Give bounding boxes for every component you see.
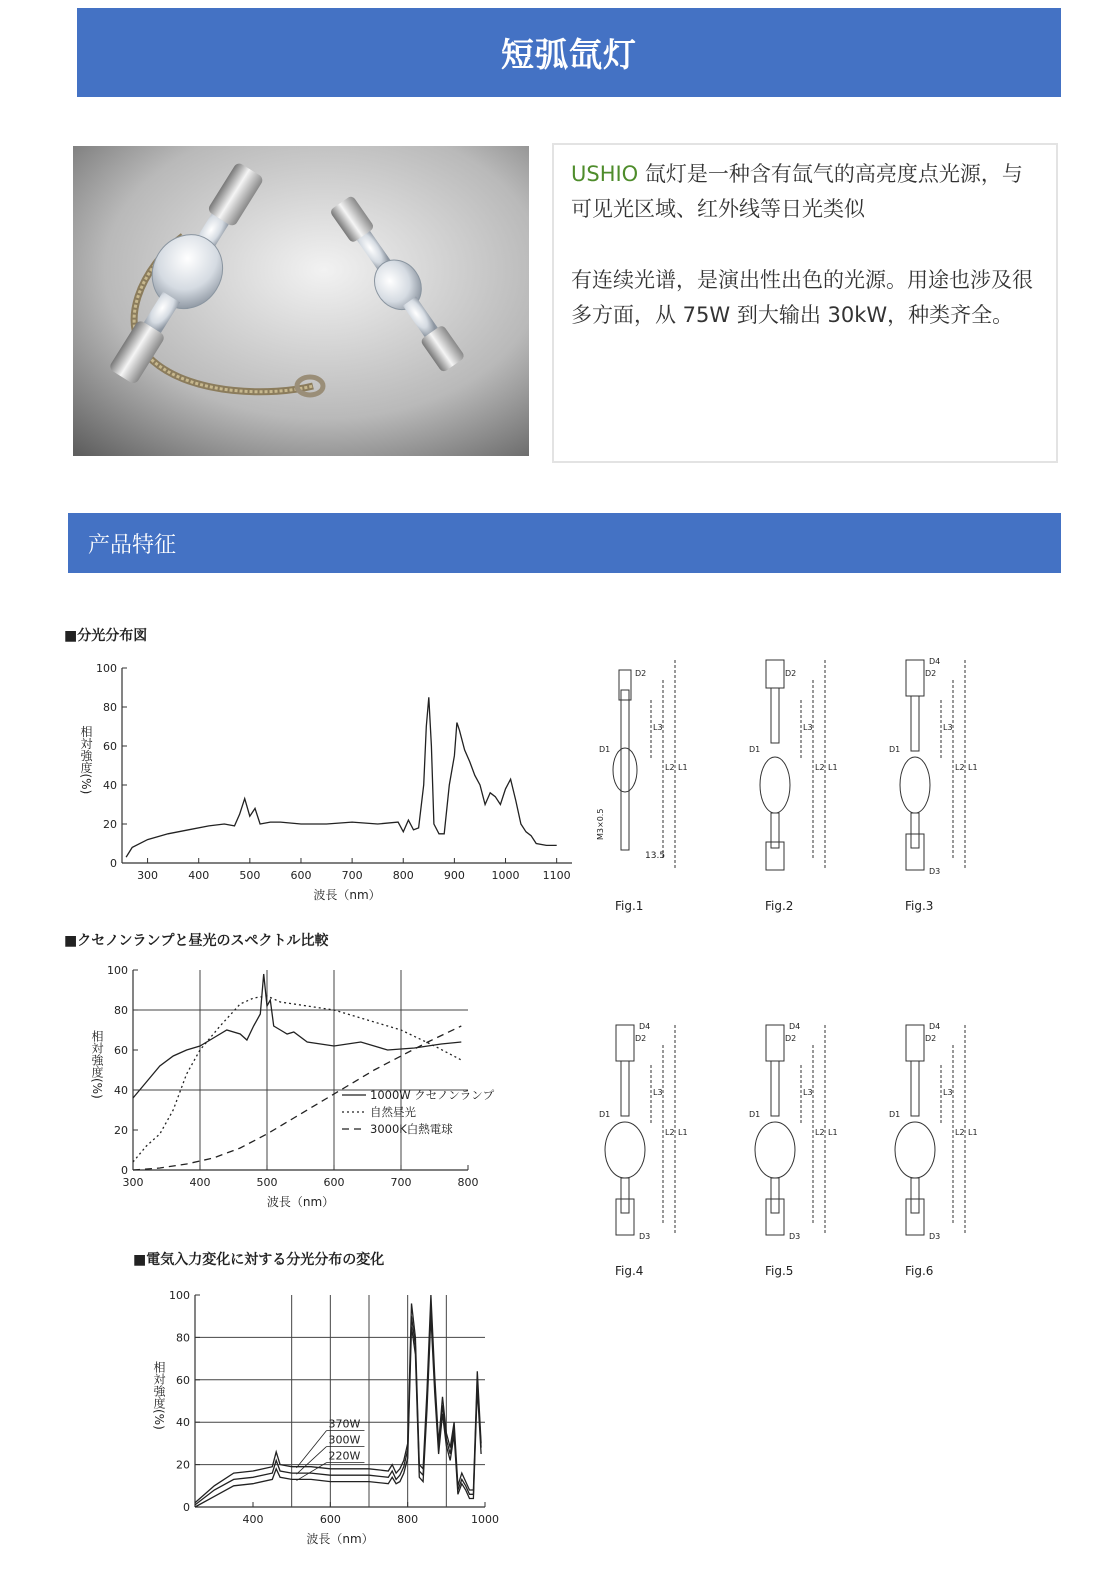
dim-label-l1: L1 bbox=[678, 1128, 688, 1137]
y-tick-label: 40 bbox=[114, 1084, 128, 1097]
legend-label-3: 3000K白熱電球 bbox=[370, 1122, 453, 1136]
lamp-bottom-cap bbox=[616, 1199, 634, 1235]
series-line-1 bbox=[133, 974, 461, 1098]
lamp-bottom-cap bbox=[906, 1199, 924, 1235]
y-tick-label: 100 bbox=[169, 1289, 190, 1302]
dim-label-l3: L3 bbox=[653, 723, 663, 732]
dim-label-d3: D3 bbox=[929, 867, 941, 876]
x-tick-label: 500 bbox=[239, 869, 261, 882]
chart2-title: ■クセノンランプと昼光のスペクトル比較 bbox=[64, 933, 329, 949]
x-axis-label: 波長（nm） bbox=[306, 1532, 374, 1546]
y-tick-label: 0 bbox=[121, 1164, 128, 1177]
lamp-bulb bbox=[760, 757, 790, 813]
dim-label-d2: D2 bbox=[925, 669, 937, 678]
x-tick-label: 600 bbox=[323, 1176, 345, 1189]
dim-label-l1: L1 bbox=[968, 1128, 978, 1137]
lamp-figure-5 bbox=[749, 1022, 838, 1278]
dim-label-d3: D3 bbox=[639, 1232, 651, 1241]
dim-label-l1: L1 bbox=[828, 1128, 838, 1137]
dim-label-l2: L2 bbox=[955, 763, 965, 772]
y-tick-label: 40 bbox=[103, 779, 117, 792]
page-title-banner bbox=[77, 8, 1061, 97]
lamp-upper-neck bbox=[911, 1061, 919, 1116]
series-line-2 bbox=[195, 1306, 481, 1505]
dim-label-l3: L3 bbox=[803, 1088, 813, 1097]
x-tick-label: 700 bbox=[341, 869, 363, 882]
lamp-lower-neck bbox=[621, 1178, 629, 1213]
dim-label-l2: L2 bbox=[815, 1128, 825, 1137]
lamp-lower-neck bbox=[771, 1178, 779, 1213]
lamp-upper-neck bbox=[771, 1061, 779, 1116]
lamp-figure-1 bbox=[596, 660, 688, 913]
lamp-figure-3 bbox=[889, 657, 978, 913]
lamp-top-cap bbox=[906, 660, 924, 696]
lamp-upper-neck bbox=[771, 688, 779, 743]
dim-label-d1: D1 bbox=[749, 745, 761, 754]
figure-label-2: Fig.2 bbox=[765, 899, 794, 913]
dim-label-d4: D4 bbox=[929, 1022, 941, 1031]
dim-label-d2: D2 bbox=[635, 1034, 647, 1043]
legend-label-1: 1000W クセノンランプ bbox=[370, 1088, 495, 1102]
x-tick-label: 400 bbox=[188, 869, 210, 882]
dim-label-thread: M3×0.5 bbox=[596, 808, 605, 840]
lamp-stem bbox=[621, 690, 629, 850]
dim-label-d4: D4 bbox=[929, 657, 941, 666]
product-photo bbox=[73, 146, 529, 456]
y-tick-label: 60 bbox=[114, 1044, 128, 1057]
dim-label-l1: L1 bbox=[828, 763, 838, 772]
lamp-top-cap bbox=[766, 660, 784, 688]
dim-label-l1: L1 bbox=[968, 763, 978, 772]
dim-label-l2: L2 bbox=[665, 763, 675, 772]
x-tick-label: 1000 bbox=[471, 1513, 499, 1526]
dim-label-d1: D1 bbox=[889, 745, 901, 754]
x-tick-label: 300 bbox=[122, 1176, 144, 1189]
y-axis-label: 相対強度(%) bbox=[90, 1030, 104, 1099]
dim-label-d2: D2 bbox=[635, 669, 647, 678]
x-tick-label: 600 bbox=[290, 869, 312, 882]
y-tick-label: 100 bbox=[107, 964, 128, 977]
dim-label-d1: D1 bbox=[749, 1110, 761, 1119]
x-tick-label: 800 bbox=[392, 869, 414, 882]
y-axis-label: 相対強度(%) bbox=[152, 1361, 166, 1430]
y-tick-label: 80 bbox=[176, 1331, 190, 1345]
y-axis-label: 相対強度(%) bbox=[79, 725, 93, 795]
lamp-bulb bbox=[895, 1122, 935, 1178]
dim-label-d4: D4 bbox=[789, 1022, 801, 1031]
dim-label-d3: D3 bbox=[789, 1232, 801, 1241]
lamp-figure-2 bbox=[749, 660, 838, 913]
description-paragraph-1 bbox=[571, 157, 1040, 227]
brand-name: USHIO bbox=[571, 162, 639, 186]
lamp-bottom-cap bbox=[766, 842, 784, 870]
series-callout-3 bbox=[296, 1463, 326, 1481]
spectral-distribution-chart bbox=[60, 650, 571, 910]
y-tick-label: 40 bbox=[176, 1416, 190, 1430]
y-tick-label: 80 bbox=[103, 701, 117, 714]
figure-label-1: Fig.1 bbox=[615, 899, 644, 913]
dim-label-d2: D2 bbox=[785, 1034, 797, 1043]
lamp-bulb bbox=[755, 1122, 795, 1178]
dim-label-d1: D1 bbox=[599, 1110, 611, 1119]
dim-label-l1: L1 bbox=[678, 763, 688, 772]
x-tick-label: 1000 bbox=[491, 869, 520, 882]
x-tick-label: 800 bbox=[397, 1513, 419, 1526]
y-tick-label: 60 bbox=[176, 1373, 190, 1387]
dim-label-d1: D1 bbox=[599, 745, 611, 754]
series-callout-2 bbox=[296, 1447, 326, 1475]
x-axis-label: 波長（nm） bbox=[266, 1195, 335, 1209]
dim-label-d2: D2 bbox=[785, 669, 797, 678]
series-line-1 bbox=[126, 697, 557, 857]
y-tick-label: 80 bbox=[114, 1004, 128, 1017]
lamp-top-cap bbox=[616, 1025, 634, 1061]
lamp-bulb bbox=[613, 748, 637, 792]
x-tick-label: 600 bbox=[319, 1513, 341, 1526]
x-tick-label: 500 bbox=[256, 1176, 278, 1189]
y-tick-label: 100 bbox=[96, 662, 117, 675]
lamp-bulb bbox=[605, 1122, 645, 1178]
section-title: 产品特征 bbox=[88, 532, 177, 558]
series-line-2 bbox=[133, 996, 461, 1162]
y-tick-label: 60 bbox=[103, 740, 117, 753]
y-tick-label: 20 bbox=[176, 1458, 190, 1472]
x-tick-label: 700 bbox=[390, 1176, 412, 1189]
spectrum-comparison-chart bbox=[60, 955, 500, 1225]
dim-label-d4: D4 bbox=[639, 1022, 651, 1031]
lamp-dimension-figures bbox=[580, 630, 1000, 1330]
input-power-spectrum-chart bbox=[130, 1275, 520, 1575]
dim-label-d1: D1 bbox=[889, 1110, 901, 1119]
figure-label-6: Fig.6 bbox=[905, 1264, 934, 1278]
lamp-bulb bbox=[900, 757, 930, 813]
dim-label-l2: L2 bbox=[815, 763, 825, 772]
lamp-figure-6 bbox=[889, 1022, 978, 1278]
lamp-figure-4 bbox=[599, 1022, 688, 1278]
lamp-lower-neck bbox=[771, 813, 779, 848]
dim-label-l3: L3 bbox=[943, 723, 953, 732]
chart1-title: ■分光分布図 bbox=[64, 628, 148, 644]
lamp-upper-neck bbox=[621, 1061, 629, 1116]
lamp-lower-neck bbox=[911, 1178, 919, 1213]
x-tick-label: 1100 bbox=[542, 869, 571, 882]
lamp-upper-neck bbox=[911, 696, 919, 751]
chart3-title: ■電気入力変化に対する分光分布の変化 bbox=[133, 1252, 385, 1268]
y-tick-label: 20 bbox=[103, 818, 117, 831]
dim-label-d3: D3 bbox=[929, 1232, 941, 1241]
dim-label-length: 13.5 bbox=[645, 851, 666, 861]
y-tick-label: 0 bbox=[110, 857, 117, 870]
dim-label-l3: L3 bbox=[653, 1088, 663, 1097]
series-callout-1 bbox=[296, 1431, 326, 1468]
dim-label-d2: D2 bbox=[925, 1034, 937, 1043]
series-label-3: 220W bbox=[328, 1449, 361, 1463]
description-paragraph-1-text: 氙灯是一种含有氙气的高亮度点光源，与可见光区域、红外线等日光类似 bbox=[571, 162, 1023, 221]
dim-label-l2: L2 bbox=[955, 1128, 965, 1137]
description-box bbox=[552, 143, 1058, 463]
series-line-1 bbox=[195, 1295, 481, 1503]
description-paragraph-2: 有连续光谱，是演出性出色的光源。用途也涉及很多方面，从 75W 到大输出 30kW，种类齐全。 bbox=[571, 268, 1033, 327]
lamp-lower-neck bbox=[911, 813, 919, 848]
page-title: 短弧氙灯 bbox=[501, 35, 637, 74]
legend-label-2: 自然昼光 bbox=[370, 1105, 416, 1119]
x-tick-label: 400 bbox=[242, 1513, 264, 1526]
section-banner bbox=[68, 513, 1061, 573]
lamp-bottom-cap bbox=[766, 1199, 784, 1235]
figure-label-4: Fig.4 bbox=[615, 1264, 644, 1278]
x-tick-label: 900 bbox=[443, 869, 465, 882]
x-axis-label: 波長（nm） bbox=[313, 888, 381, 902]
figure-label-3: Fig.3 bbox=[905, 899, 934, 913]
lamp-top-cap bbox=[766, 1025, 784, 1061]
x-tick-label: 400 bbox=[189, 1176, 211, 1189]
y-tick-label: 0 bbox=[183, 1501, 190, 1514]
lamp-bottom-cap bbox=[906, 834, 924, 870]
lamp-top-cap bbox=[906, 1025, 924, 1061]
y-tick-label: 20 bbox=[114, 1124, 128, 1137]
x-tick-label: 800 bbox=[457, 1176, 479, 1189]
dim-label-l3: L3 bbox=[943, 1088, 953, 1097]
x-tick-label: 300 bbox=[137, 869, 159, 882]
figure-label-5: Fig.5 bbox=[765, 1264, 794, 1278]
dim-label-l2: L2 bbox=[665, 1128, 675, 1137]
series-label-1: 370W bbox=[328, 1417, 361, 1431]
dim-label-l3: L3 bbox=[803, 723, 813, 732]
series-label-2: 300W bbox=[328, 1433, 361, 1447]
